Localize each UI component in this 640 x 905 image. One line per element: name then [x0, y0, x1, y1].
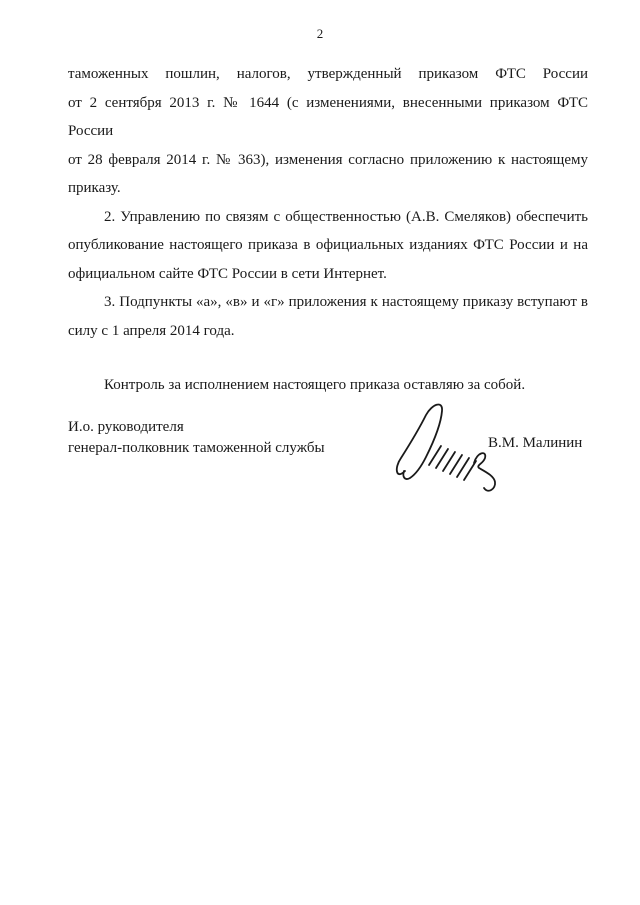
document-body [68, 60, 588, 400]
paragraph-line: таможенных пошлин, налогов, утвержденный приказом ФТС России [68, 66, 588, 82]
signer-position-line: генерал-полковник таможенной службы [68, 440, 325, 456]
paragraph-line: от 28 февраля 2014 г. № 363), изменения согласно приложению к настоящему [68, 151, 588, 168]
paragraph-line: 3. Подпункты «а», «в» и «г» приложения к настоящему приказу вступают в [104, 294, 588, 310]
page-number: 2 [316, 26, 324, 41]
paragraph [68, 371, 588, 400]
signer-position-line: И.о. руководителя [68, 419, 184, 435]
signature-block [68, 417, 588, 459]
paragraph [68, 288, 588, 345]
paragraph-line: силу с 1 апреля 2014 года. [68, 322, 235, 339]
paragraph-line: Контроль за исполнением настоящего приказа оставляю за собой. [104, 377, 526, 393]
paragraph-line: опубликование настоящего приказа в официальных изданиях ФТС России и на [68, 237, 588, 253]
paragraph [68, 60, 588, 203]
paragraph-line: 2. Управлению по связям с общественностью (А.В. Смеляков) обеспечить [104, 208, 588, 225]
signer-name: В.М. Малинин [488, 435, 583, 451]
paragraph [68, 203, 588, 289]
paragraph-line: приказу. [68, 180, 121, 196]
paragraph-line: от 2 сентября 2013 г. № 1644 (с изменениями, внесенными приказом ФТС России [68, 94, 588, 139]
paragraph-line: официальном сайте ФТС России в сети Интернет. [68, 265, 387, 282]
